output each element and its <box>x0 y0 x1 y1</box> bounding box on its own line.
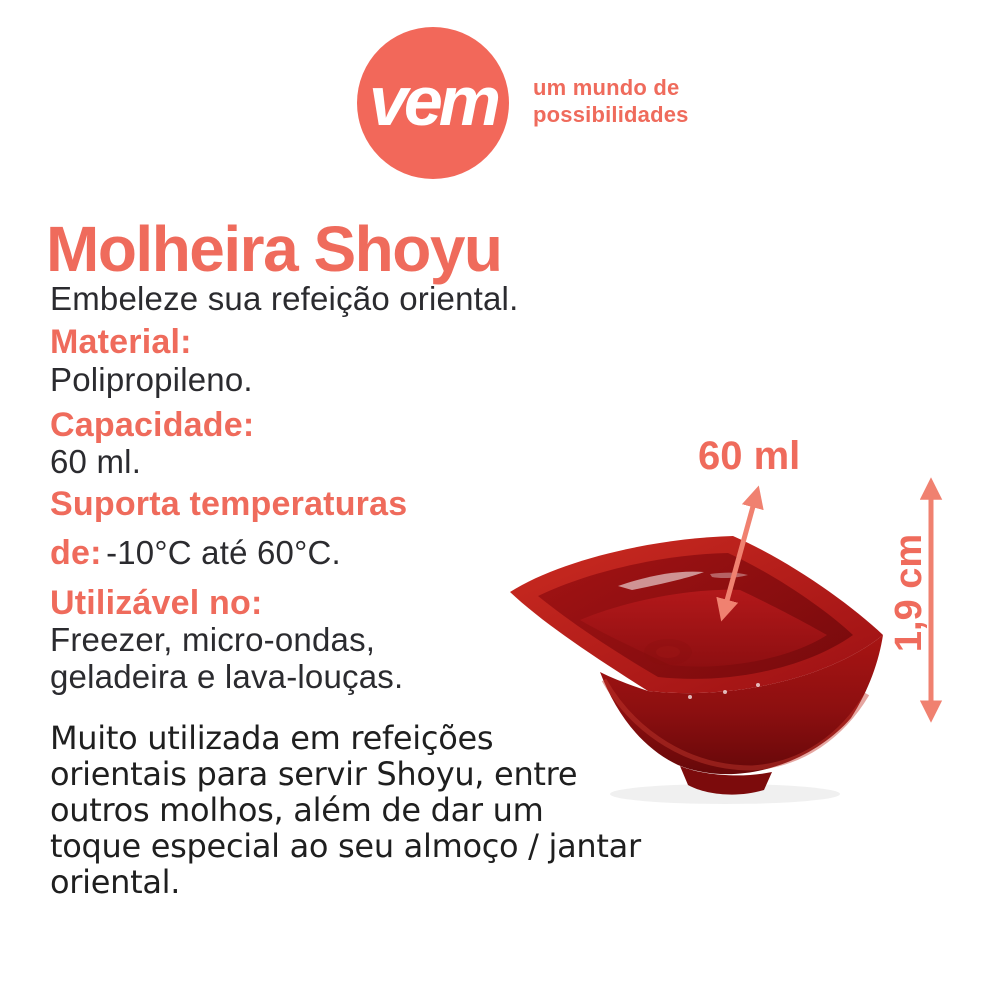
material-label: Material: <box>50 323 192 361</box>
temperaturas-label: Suporta temperaturas de: <box>50 485 408 572</box>
vem-logo-circle <box>357 27 509 179</box>
tagline-line-1: um mundo de <box>533 75 680 100</box>
page-subtitle: Embeleze sua refeição oriental. <box>50 280 519 317</box>
description-line-5: oriental. <box>50 863 181 901</box>
capacidade-label: Capacidade: <box>50 406 255 444</box>
utilizavel-label: Utilizável no: <box>50 584 263 622</box>
description-line-1: Muito utilizada em refeições <box>50 719 494 757</box>
description-line-4: toque especial ao seu almoço / jantar <box>50 827 641 865</box>
description-line-2: orientais para servir Shoyu, entre <box>50 755 578 793</box>
material-value: Polipropileno. <box>50 361 253 398</box>
capacity-annotation-label: 60 ml <box>698 434 801 478</box>
tagline-line-2: possibilidades <box>533 102 689 127</box>
utilizavel-value <box>50 621 403 695</box>
utilizavel-value-line-2: geladeira e lava-louças. <box>50 658 404 695</box>
temperaturas-value: -10°C até 60°C. <box>106 534 341 571</box>
temperaturas-block <box>50 483 450 581</box>
logo-wordmark: vem <box>368 62 498 140</box>
description-line-3: outros molhos, além de dar um <box>50 791 544 829</box>
page-title: Molheira Shoyu <box>46 213 502 285</box>
product-photo-red-dish <box>500 522 900 822</box>
capacidade-value: 60 ml. <box>50 443 142 480</box>
utilizavel-value-line-1: Freezer, micro-ondas, <box>50 621 376 658</box>
height-annotation-label: 1,9 cm <box>888 533 930 653</box>
logo-tagline <box>533 74 689 128</box>
